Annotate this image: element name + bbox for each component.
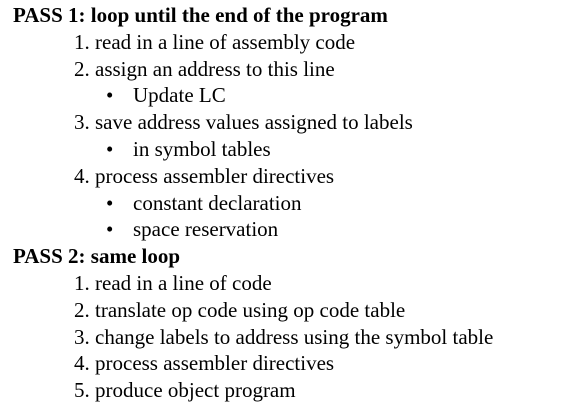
bullet-text: space reservation (133, 217, 279, 242)
bullet-text: constant declaration (133, 190, 302, 215)
bullet-icon: • (106, 136, 114, 161)
pass1-step-2: 2. assign an address to this line (74, 56, 335, 81)
pass1-step-2-bullet (0, 82, 588, 109)
pass2-step-3: 3. change labels to address using the symbol table (74, 324, 494, 349)
pass1-heading: PASS 1: loop until the end of the program (13, 3, 388, 27)
assembler-passes-outline (0, 2, 588, 404)
pass2-step-1: 1. read in a line of code (74, 270, 272, 295)
pass1-step-4-bullet-1 (0, 190, 588, 217)
pass1-step-4: 4. process assembler directives (74, 163, 335, 188)
bullet-icon: • (106, 190, 114, 215)
pass2-step-2: 2. translate op code using op code table (74, 297, 406, 322)
pass1-step-4-bullet-2 (0, 216, 588, 243)
pass1-step-1: 1. read in a line of assembly code (74, 29, 356, 54)
pass1-step-3-bullet (0, 136, 588, 163)
bullet-icon: • (106, 83, 114, 108)
pass2-heading: PASS 2: same loop (13, 244, 181, 269)
pass1-step-3: 3. save address values assigned to labels (74, 110, 413, 135)
bullet-text: Update LC (133, 83, 226, 108)
pass2-step-4: 4. process assembler directives (74, 351, 335, 376)
pass2-step-5: 5. produce object program (74, 378, 296, 403)
bullet-icon: • (106, 217, 114, 242)
bullet-text: in symbol tables (133, 136, 271, 161)
